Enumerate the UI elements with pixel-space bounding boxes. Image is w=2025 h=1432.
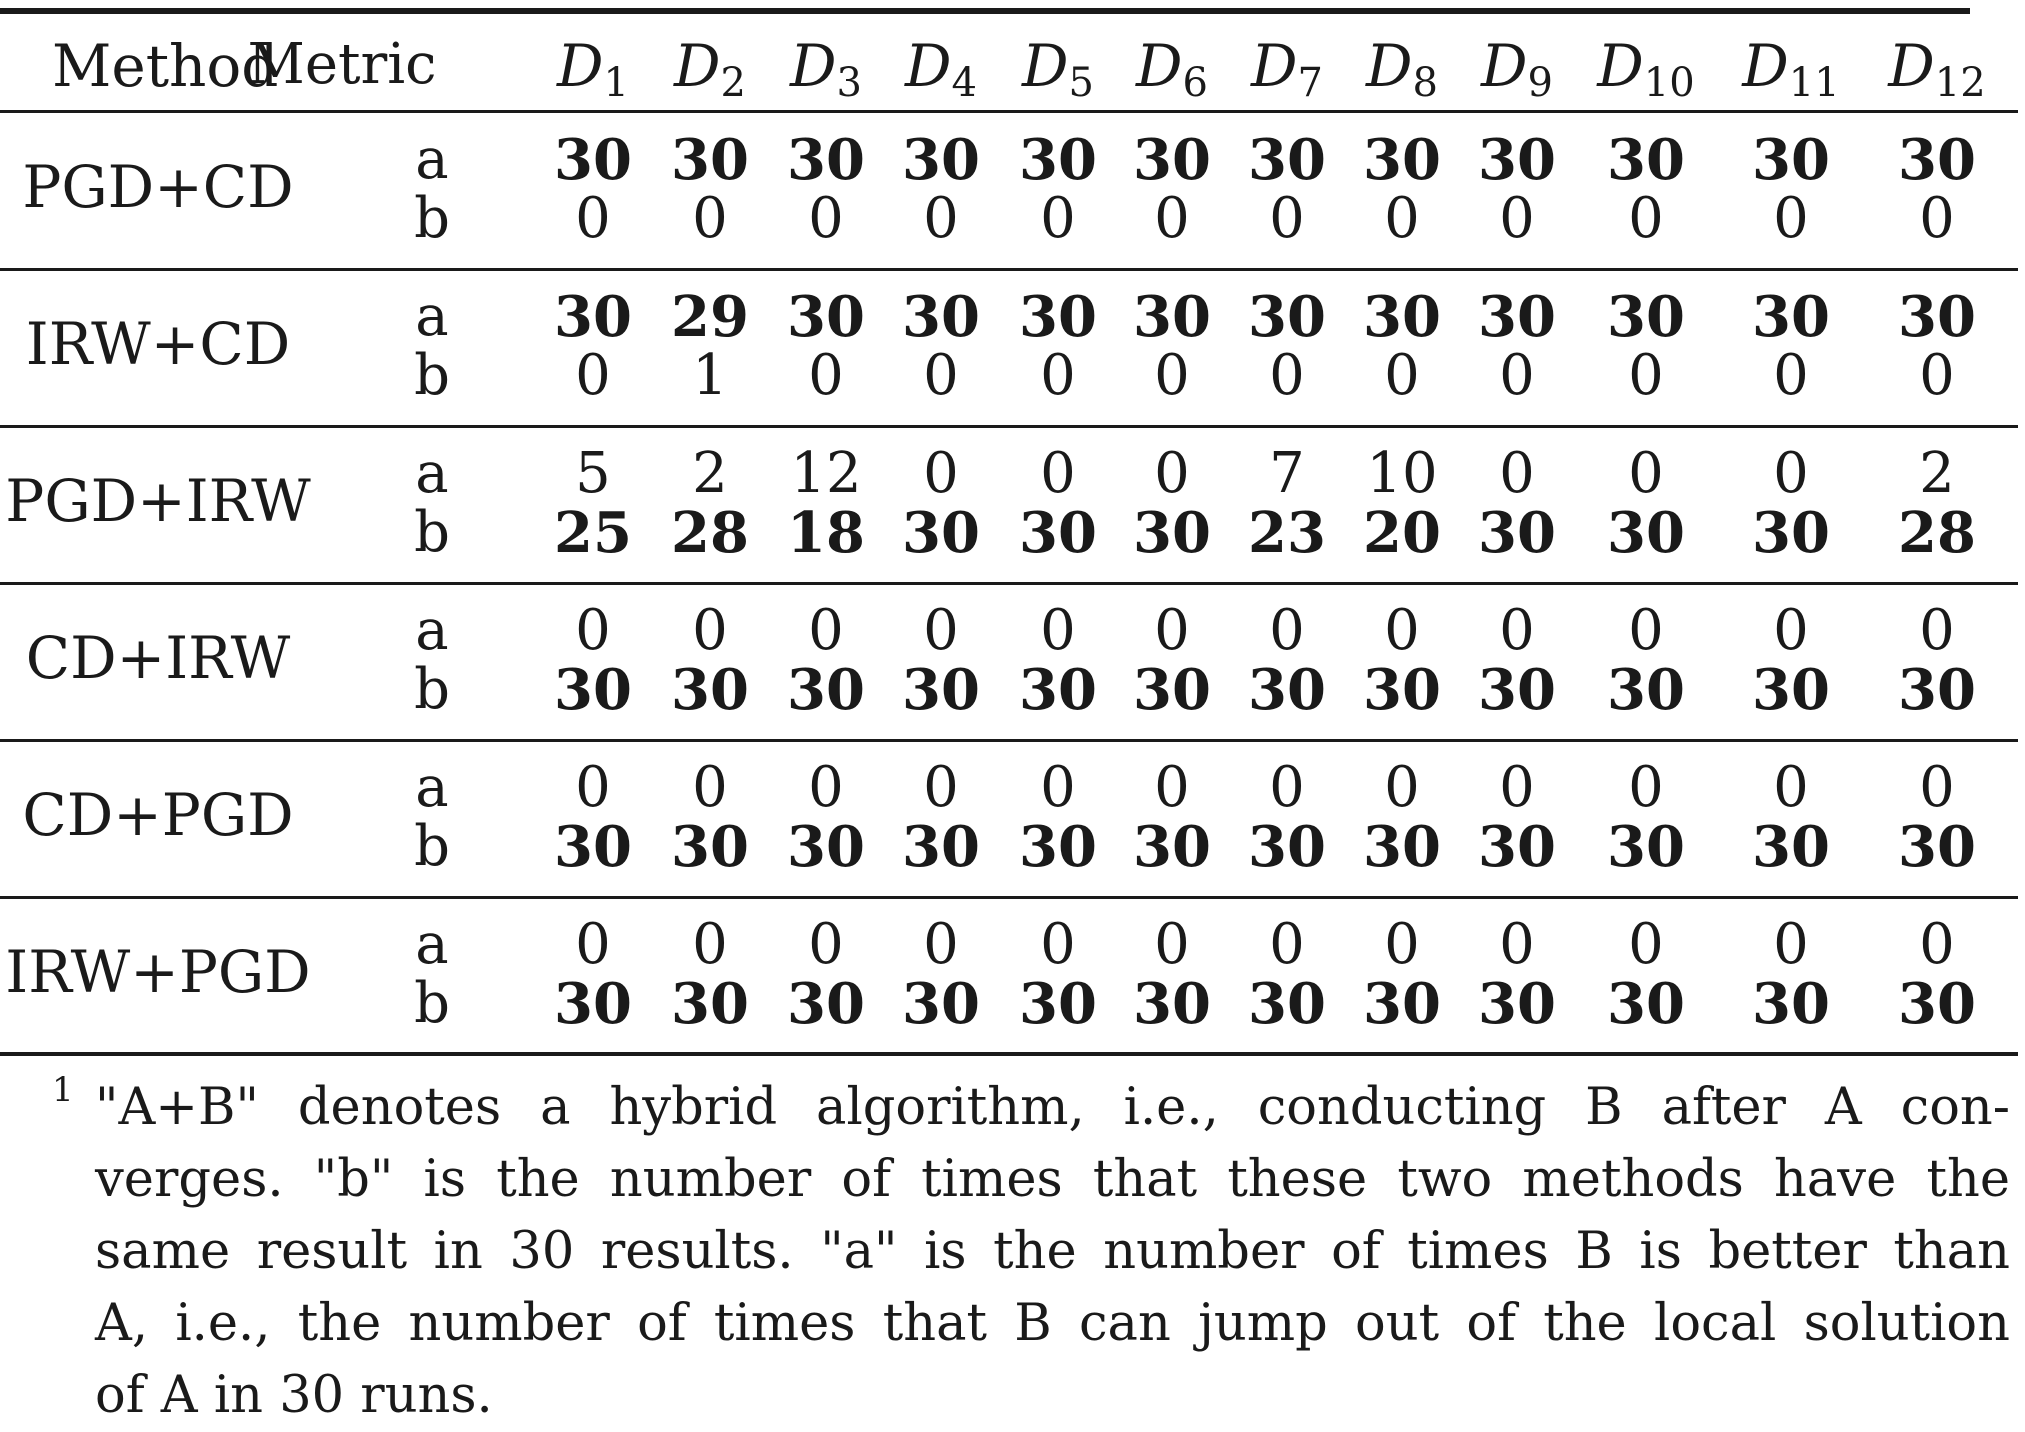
value-cell: 30 [1478, 127, 1556, 193]
footnote-line: same result in 30 results. "a" is the number of times B is better than [95, 1222, 2010, 1281]
method-cell: PGD+IRW [5, 467, 311, 535]
value-cell: 30 [1248, 971, 1326, 1037]
value-cell: 30 [1607, 971, 1685, 1037]
metric-label-a: a [415, 755, 449, 820]
header-dataset-4 [905, 32, 977, 106]
value-cell: 0 [1154, 755, 1190, 820]
value-cell: 0 [1773, 186, 1809, 251]
header-dataset-subscript: 3 [836, 60, 862, 106]
value-cell: 0 [808, 598, 844, 663]
value-cell: 0 [1154, 598, 1190, 663]
value-cell: 0 [1269, 186, 1305, 251]
value-cell: 28 [671, 500, 749, 566]
row-separator-rule [0, 268, 2018, 271]
value-cell: 0 [1628, 598, 1664, 663]
value-cell: 0 [1499, 343, 1535, 408]
header-dataset-subscript: 4 [951, 60, 977, 106]
row-separator-rule [0, 582, 2018, 585]
value-cell: 0 [1919, 598, 1955, 663]
value-cell: 0 [1773, 598, 1809, 663]
value-cell: 0 [1499, 441, 1535, 506]
header-dataset-letter: D [1597, 32, 1644, 100]
footnote-marker: 1 [52, 1070, 74, 1110]
value-cell: 5 [575, 441, 611, 506]
value-cell: 30 [671, 127, 749, 193]
value-cell: 30 [1898, 971, 1976, 1037]
value-cell: 0 [1040, 912, 1076, 977]
header-dataset-letter: D [1888, 32, 1935, 100]
value-cell: 30 [1478, 500, 1556, 566]
metric-label-a: a [415, 127, 449, 192]
value-cell: 0 [923, 755, 959, 820]
value-cell: 30 [554, 284, 632, 350]
header-dataset-letter: D [1022, 32, 1069, 100]
value-cell: 2 [1919, 441, 1955, 506]
metric-label-b: b [414, 814, 450, 879]
footnote-line: A, i.e., the number of times that B can jump out of the local solution [95, 1294, 2010, 1353]
value-cell: 30 [1478, 657, 1556, 723]
value-cell: 0 [808, 343, 844, 408]
table-bottom-rule [0, 1052, 2018, 1056]
method-cell: IRW+PGD [5, 938, 311, 1006]
value-cell: 30 [1752, 814, 1830, 880]
value-cell: 30 [1019, 284, 1097, 350]
header-dataset-subscript: 10 [1643, 60, 1695, 106]
value-cell: 28 [1898, 500, 1976, 566]
metric-label-b: b [414, 657, 450, 722]
value-cell: 0 [923, 186, 959, 251]
row-separator-rule [0, 425, 2018, 428]
method-cell: CD+IRW [25, 624, 291, 692]
value-cell: 0 [1773, 755, 1809, 820]
value-cell: 0 [1040, 186, 1076, 251]
value-cell: 25 [554, 500, 632, 566]
metric-label-b: b [414, 343, 450, 408]
value-cell: 0 [1040, 343, 1076, 408]
value-cell: 30 [1019, 500, 1097, 566]
value-cell: 30 [787, 284, 865, 350]
value-cell: 0 [923, 598, 959, 663]
value-cell: 0 [1154, 343, 1190, 408]
method-cell: CD+PGD [22, 781, 294, 849]
footnote [95, 1072, 2010, 1432]
value-cell: 0 [1773, 912, 1809, 977]
value-cell: 0 [1269, 598, 1305, 663]
value-cell: 30 [787, 657, 865, 723]
value-cell: 30 [1019, 657, 1097, 723]
value-cell: 0 [923, 441, 959, 506]
value-cell: 7 [1269, 441, 1305, 506]
value-cell: 23 [1248, 500, 1326, 566]
header-dataset-letter: D [1366, 32, 1413, 100]
footnote-line: "A+B" denotes a hybrid algorithm, i.e., conducting B after A con- [95, 1078, 2010, 1137]
header-dataset-subscript: 6 [1182, 60, 1208, 106]
value-cell: 2 [692, 441, 728, 506]
value-cell: 0 [575, 755, 611, 820]
value-cell: 30 [1133, 284, 1211, 350]
value-cell: 0 [575, 912, 611, 977]
value-cell: 30 [1363, 127, 1441, 193]
header-dataset-3 [790, 32, 862, 106]
method-cell: IRW+CD [25, 310, 291, 378]
value-cell: 0 [1154, 441, 1190, 506]
value-cell: 30 [1133, 657, 1211, 723]
value-cell: 30 [1607, 657, 1685, 723]
value-cell: 30 [1478, 284, 1556, 350]
header-rule [0, 110, 2018, 113]
header-dataset-8 [1366, 32, 1438, 106]
value-cell: 0 [1499, 598, 1535, 663]
value-cell: 0 [923, 912, 959, 977]
value-cell: 0 [1499, 186, 1535, 251]
header-dataset-subscript: 7 [1297, 60, 1323, 106]
metric-label-a: a [415, 441, 449, 506]
value-cell: 0 [1384, 186, 1420, 251]
value-cell: 0 [575, 343, 611, 408]
value-cell: 30 [1248, 657, 1326, 723]
metric-label-b: b [414, 500, 450, 565]
value-cell: 30 [1752, 127, 1830, 193]
header-dataset-10 [1597, 32, 1695, 106]
value-cell: 0 [1384, 912, 1420, 977]
value-cell: 30 [1133, 127, 1211, 193]
value-cell: 30 [554, 971, 632, 1037]
value-cell: 0 [1154, 186, 1190, 251]
value-cell: 0 [808, 912, 844, 977]
method-cell: PGD+CD [22, 153, 294, 221]
value-cell: 0 [1773, 441, 1809, 506]
value-cell: 0 [1384, 598, 1420, 663]
value-cell: 30 [787, 971, 865, 1037]
value-cell: 30 [1607, 127, 1685, 193]
value-cell: 30 [1248, 127, 1326, 193]
header-dataset-letter: D [1251, 32, 1298, 100]
header-dataset-letter: D [790, 32, 837, 100]
header-dataset-12 [1888, 32, 1986, 106]
value-cell: 0 [692, 598, 728, 663]
table-top-rule [0, 8, 1970, 14]
value-cell: 0 [1269, 912, 1305, 977]
value-cell: 18 [787, 500, 865, 566]
value-cell: 30 [1363, 657, 1441, 723]
header-dataset-letter: D [905, 32, 952, 100]
value-cell: 30 [1898, 127, 1976, 193]
value-cell: 0 [1628, 912, 1664, 977]
value-cell: 30 [1752, 284, 1830, 350]
value-cell: 30 [671, 657, 749, 723]
header-dataset-subscript: 2 [720, 60, 746, 106]
value-cell: 0 [923, 343, 959, 408]
header-dataset-letter: D [557, 32, 604, 100]
value-cell: 30 [902, 657, 980, 723]
value-cell: 30 [1133, 814, 1211, 880]
value-cell: 30 [1248, 284, 1326, 350]
metric-label-a: a [415, 284, 449, 349]
value-cell: 0 [575, 598, 611, 663]
value-cell: 1 [692, 343, 728, 408]
value-cell: 0 [1040, 598, 1076, 663]
value-cell: 30 [1898, 284, 1976, 350]
header-dataset-subscript: 9 [1527, 60, 1553, 106]
footnote-line: verges. "b" is the number of times that these two methods have the [95, 1150, 2010, 1209]
header-metric: Metric [247, 32, 437, 97]
header-dataset-letter: D [1742, 32, 1789, 100]
value-cell: 30 [787, 814, 865, 880]
header-dataset-letter: D [674, 32, 721, 100]
metric-label-b: b [414, 971, 450, 1036]
value-cell: 0 [1628, 343, 1664, 408]
value-cell: 20 [1363, 500, 1441, 566]
metric-label-a: a [415, 912, 449, 977]
value-cell: 30 [902, 284, 980, 350]
value-cell: 0 [1919, 755, 1955, 820]
value-cell: 0 [1499, 755, 1535, 820]
value-cell: 30 [1898, 814, 1976, 880]
value-cell: 0 [1919, 912, 1955, 977]
value-cell: 30 [1478, 971, 1556, 1037]
value-cell: 0 [1499, 912, 1535, 977]
value-cell: 0 [1919, 343, 1955, 408]
value-cell: 0 [692, 186, 728, 251]
value-cell: 30 [1607, 284, 1685, 350]
value-cell: 30 [1752, 971, 1830, 1037]
header-dataset-subscript: 1 [603, 60, 629, 106]
value-cell: 0 [1269, 343, 1305, 408]
value-cell: 30 [902, 971, 980, 1037]
value-cell: 12 [790, 441, 862, 506]
header-dataset-11 [1742, 32, 1840, 106]
value-cell: 30 [1133, 500, 1211, 566]
value-cell: 0 [692, 755, 728, 820]
value-cell: 0 [1628, 441, 1664, 506]
value-cell: 30 [1133, 971, 1211, 1037]
value-cell: 30 [1363, 971, 1441, 1037]
value-cell: 30 [1607, 814, 1685, 880]
value-cell: 30 [902, 127, 980, 193]
value-cell: 30 [1019, 971, 1097, 1037]
header-dataset-2 [674, 32, 746, 106]
value-cell: 0 [1384, 755, 1420, 820]
value-cell: 30 [1607, 500, 1685, 566]
header-dataset-subscript: 5 [1068, 60, 1094, 106]
value-cell: 0 [1384, 343, 1420, 408]
value-cell: 30 [1019, 127, 1097, 193]
value-cell: 0 [808, 186, 844, 251]
value-cell: 0 [1919, 186, 1955, 251]
header-dataset-subscript: 11 [1788, 60, 1840, 106]
header-dataset-letter: D [1481, 32, 1528, 100]
value-cell: 30 [1752, 657, 1830, 723]
header-dataset-1 [557, 32, 629, 106]
value-cell: 30 [554, 127, 632, 193]
value-cell: 30 [1898, 657, 1976, 723]
header-dataset-letter: D [1136, 32, 1183, 100]
row-separator-rule [0, 739, 2018, 742]
value-cell: 30 [1478, 814, 1556, 880]
value-cell: 30 [902, 500, 980, 566]
value-cell: 0 [1628, 186, 1664, 251]
value-cell: 0 [808, 755, 844, 820]
value-cell: 0 [575, 186, 611, 251]
value-cell: 0 [1040, 755, 1076, 820]
header-dataset-subscript: 8 [1412, 60, 1438, 106]
metric-label-a: a [415, 598, 449, 663]
value-cell: 10 [1366, 441, 1438, 506]
footnote-line: of A in 30 runs. [95, 1366, 493, 1425]
value-cell: 0 [1154, 912, 1190, 977]
value-cell: 30 [554, 814, 632, 880]
value-cell: 0 [1773, 343, 1809, 408]
value-cell: 30 [1752, 500, 1830, 566]
value-cell: 30 [787, 127, 865, 193]
value-cell: 30 [671, 814, 749, 880]
value-cell: 0 [692, 912, 728, 977]
header-dataset-5 [1022, 32, 1094, 106]
value-cell: 30 [1248, 814, 1326, 880]
value-cell: 29 [671, 284, 749, 350]
value-cell: 0 [1628, 755, 1664, 820]
value-cell: 30 [1363, 814, 1441, 880]
value-cell: 0 [1040, 441, 1076, 506]
value-cell: 30 [902, 814, 980, 880]
header-method: Method [52, 32, 279, 100]
row-separator-rule [0, 896, 2018, 899]
header-dataset-6 [1136, 32, 1208, 106]
header-dataset-subscript: 12 [1934, 60, 1986, 106]
value-cell: 30 [1019, 814, 1097, 880]
value-cell: 0 [1269, 755, 1305, 820]
value-cell: 30 [554, 657, 632, 723]
header-dataset-9 [1481, 32, 1553, 106]
header-dataset-7 [1251, 32, 1323, 106]
value-cell: 30 [671, 971, 749, 1037]
metric-label-b: b [414, 186, 450, 251]
value-cell: 30 [1363, 284, 1441, 350]
